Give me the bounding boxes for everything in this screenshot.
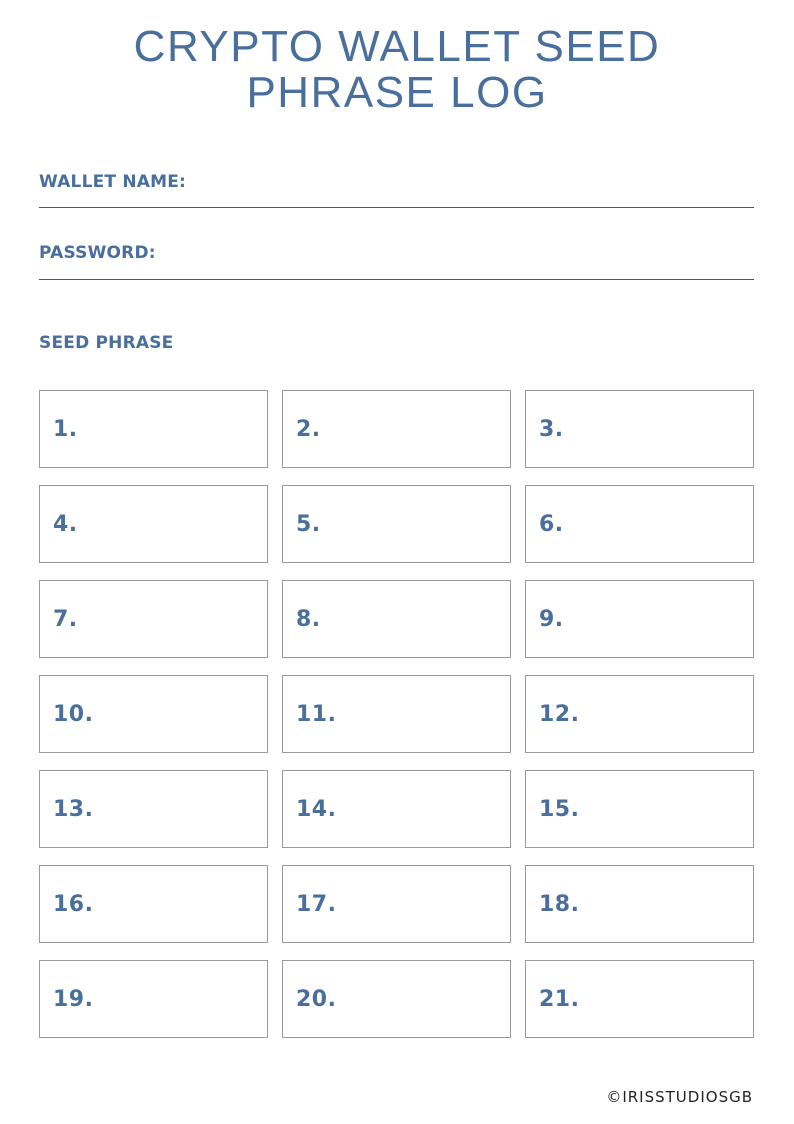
seed-word-input[interactable]	[86, 503, 259, 545]
wallet-name-underline	[39, 207, 754, 208]
seed-word-box	[525, 485, 754, 563]
seed-word-box	[39, 865, 268, 943]
seed-word-number: 3.	[539, 416, 564, 442]
seed-word-number: 1.	[53, 416, 78, 442]
seed-word-number: 14.	[296, 796, 337, 822]
seed-word-number: 4.	[53, 511, 78, 537]
seed-word-input[interactable]	[329, 598, 502, 640]
seed-word-box	[282, 580, 511, 658]
seed-word-input[interactable]	[572, 503, 745, 545]
seed-word-number: 11.	[296, 701, 337, 727]
seed-word-input[interactable]	[86, 598, 259, 640]
password-label: PASSWORD:	[39, 243, 156, 263]
seed-word-number: 8.	[296, 606, 321, 632]
seed-word-input[interactable]	[572, 408, 745, 450]
seed-word-box	[39, 485, 268, 563]
copyright-text: ©IRISSTUDIOSGB	[606, 1088, 753, 1106]
password-input[interactable]	[189, 243, 753, 269]
seed-word-box	[39, 675, 268, 753]
seed-word-input[interactable]	[344, 978, 502, 1020]
seed-word-number: 10.	[53, 701, 94, 727]
wallet-name-label: WALLET NAME:	[39, 172, 187, 192]
seed-phrase-grid	[39, 390, 754, 1038]
seed-word-box	[525, 580, 754, 658]
seed-word-number: 5.	[296, 511, 321, 537]
seed-word-box	[282, 390, 511, 468]
seed-word-number: 13.	[53, 796, 94, 822]
seed-word-number: 16.	[53, 891, 94, 917]
seed-word-number: 12.	[539, 701, 580, 727]
seed-word-number: 2.	[296, 416, 321, 442]
seed-word-box	[525, 390, 754, 468]
seed-word-box	[282, 675, 511, 753]
seed-word-number: 18.	[539, 891, 580, 917]
seed-word-input[interactable]	[344, 883, 502, 925]
seed-word-input[interactable]	[587, 978, 745, 1020]
seed-word-box	[282, 485, 511, 563]
seed-word-input[interactable]	[344, 788, 502, 830]
seed-word-box	[282, 865, 511, 943]
seed-word-number: 6.	[539, 511, 564, 537]
seed-word-box	[39, 390, 268, 468]
seed-word-number: 17.	[296, 891, 337, 917]
seed-word-input[interactable]	[344, 693, 502, 735]
seed-word-number: 15.	[539, 796, 580, 822]
seed-word-box	[282, 770, 511, 848]
seed-word-box	[39, 770, 268, 848]
seed-word-input[interactable]	[101, 883, 259, 925]
seed-word-input[interactable]	[101, 693, 259, 735]
seed-word-box	[525, 960, 754, 1038]
seed-word-input[interactable]	[101, 978, 259, 1020]
seed-word-box	[525, 770, 754, 848]
seed-word-number: 19.	[53, 986, 94, 1012]
seed-word-input[interactable]	[572, 598, 745, 640]
seed-word-number: 7.	[53, 606, 78, 632]
password-underline	[39, 279, 754, 280]
seed-word-input[interactable]	[587, 883, 745, 925]
seed-word-box	[525, 675, 754, 753]
wallet-name-field	[39, 172, 754, 192]
seed-phrase-label: SEED PHRASE	[39, 333, 174, 353]
seed-word-input[interactable]	[329, 408, 502, 450]
seed-word-number: 21.	[539, 986, 580, 1012]
seed-word-box	[39, 580, 268, 658]
page-title	[0, 24, 794, 116]
seed-word-input[interactable]	[587, 788, 745, 830]
seed-word-number: 20.	[296, 986, 337, 1012]
page-title-line-1: CRYPTO WALLET SEED	[133, 22, 661, 71]
password-field	[39, 243, 754, 263]
seed-word-box	[39, 960, 268, 1038]
wallet-name-input[interactable]	[189, 172, 753, 198]
seed-word-box	[282, 960, 511, 1038]
seed-word-input[interactable]	[587, 693, 745, 735]
seed-word-input[interactable]	[329, 503, 502, 545]
seed-word-input[interactable]	[86, 408, 259, 450]
seed-word-box	[525, 865, 754, 943]
seed-word-input[interactable]	[101, 788, 259, 830]
page-title-line-2: PHRASE LOG	[246, 68, 548, 117]
seed-word-number: 9.	[539, 606, 564, 632]
